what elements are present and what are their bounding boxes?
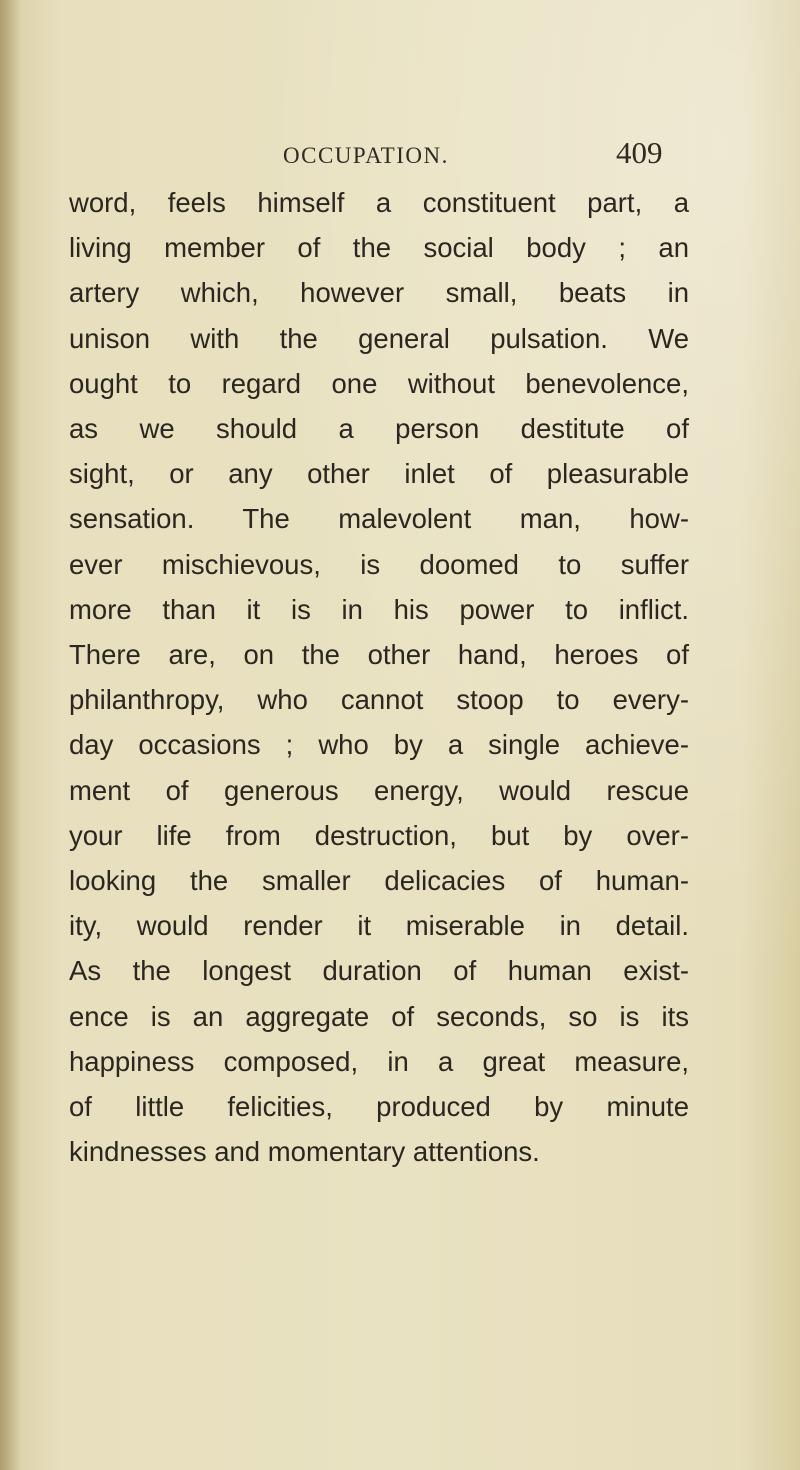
text-line: sensation. The malevolent man, how- [69,503,689,535]
text-line: looking the smaller delicacies of human- [69,865,689,897]
page-number: 409 [616,135,663,170]
text-line: kindnesses and momentary attentions. [69,1136,540,1168]
text-line: ment of generous energy, would rescue [69,774,689,806]
text-line: philanthropy, who cannot stoop to every- [69,684,689,716]
text-line: word, feels himself a constituent part, a [69,187,689,218]
text-line: As the longest duration of human exist- [69,955,689,987]
body-text [69,180,689,1174]
running-header [0,135,800,175]
text-line: unison with the general pulsation. We [69,322,689,354]
text-line: living member of the social body ; an [69,232,689,264]
text-line: ity, would render it miserable in detail. [69,910,689,942]
text-line: sight, or any other inlet of pleasurable [69,458,689,490]
text-line: of little felicities, produced by minute [69,1091,689,1123]
text-line: as we should a person destitute of [69,413,689,445]
text-line: day occasions ; who by a single achieve- [69,729,689,761]
running-title: OCCUPATION. [283,143,449,168]
text-line: your life from destruction, but by over- [69,819,689,851]
text-line: more than it is in his power to inflict. [69,593,689,625]
text-line: artery which, however small, beats in [69,277,689,309]
text-line: ever mischievous, is doomed to suffer [69,548,689,580]
text-line: ence is an aggregate of seconds, so is its [69,1000,689,1032]
page-gutter-shadow [0,0,22,1470]
text-line: There are, on the other hand, heroes of [69,639,689,671]
text-line: ought to regard one without benevolence, [69,367,689,399]
text-line: happiness composed, in a great measure, [69,1045,689,1077]
